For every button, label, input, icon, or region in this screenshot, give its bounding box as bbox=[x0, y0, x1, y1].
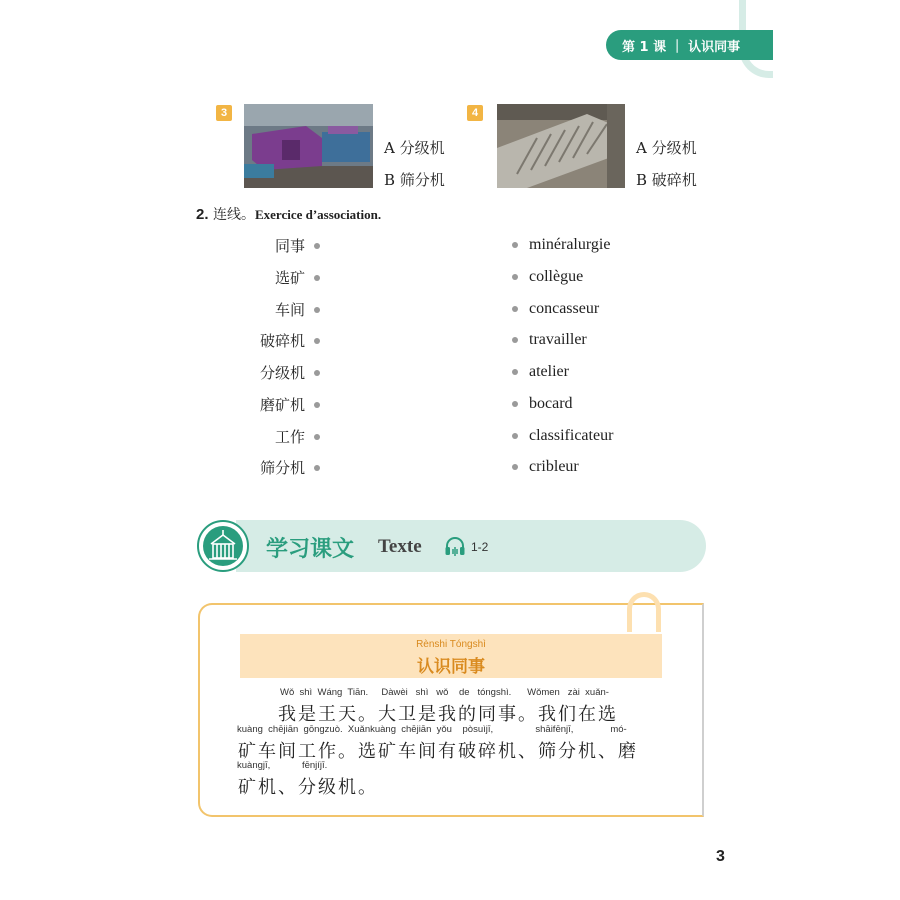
match-right-label: atelier bbox=[529, 363, 569, 380]
text-line: 矿机、分级机。 bbox=[238, 777, 378, 798]
match-dot[interactable] bbox=[512, 242, 518, 248]
match-left-label: 同事 bbox=[274, 237, 305, 255]
pinyin-line: kuàng chējiān gōngzuò. Xuǎnkuàng chējiān yǒu pòsuìjī, shāifēnjī, mó- bbox=[237, 724, 627, 735]
match-right-label: cribleur bbox=[529, 458, 579, 475]
match-left-label: 筛分机 bbox=[259, 459, 305, 477]
match-dot[interactable] bbox=[512, 369, 518, 375]
lesson-header-tab bbox=[606, 30, 773, 60]
match-right-label: bocard bbox=[529, 395, 573, 412]
match-right-label: collègue bbox=[529, 268, 584, 285]
match-dot[interactable] bbox=[512, 401, 518, 407]
match-left-item[interactable] bbox=[260, 457, 320, 478]
pinyin-line: Wǒ shì Wáng Tiān. Dàwèi shì wǒ de tóngshì. Wǒmen zài xuǎn- bbox=[280, 687, 609, 698]
match-dot[interactable] bbox=[314, 465, 320, 471]
text-title-bar bbox=[240, 634, 662, 678]
text-title-pinyin: Rènshi Tóngshì bbox=[416, 639, 486, 650]
audio-track-number[interactable]: 1-2 bbox=[471, 540, 489, 554]
match-left-item[interactable] bbox=[275, 267, 320, 288]
pinyin-line: kuàngjī, fēnjíjī. bbox=[237, 760, 328, 771]
match-right-item[interactable] bbox=[512, 331, 587, 349]
match-dot[interactable] bbox=[314, 338, 320, 344]
picture-number-badge: 3 bbox=[216, 105, 232, 121]
match-right-item[interactable] bbox=[512, 236, 610, 254]
match-dot[interactable] bbox=[512, 274, 518, 280]
match-left-label: 选矿 bbox=[274, 269, 305, 287]
match-left-label: 车间 bbox=[274, 301, 305, 319]
match-dot[interactable] bbox=[512, 433, 518, 439]
match-right-label: concasseur bbox=[529, 300, 600, 317]
section-title-zh: 学习课文 bbox=[266, 537, 355, 562]
match-dot[interactable] bbox=[512, 306, 518, 312]
match-dot[interactable] bbox=[314, 307, 320, 313]
headphones-icon[interactable] bbox=[443, 534, 467, 562]
match-right-item[interactable] bbox=[512, 427, 613, 445]
match-right-item[interactable] bbox=[512, 268, 583, 286]
match-left-item[interactable] bbox=[275, 235, 320, 256]
classifier-machine-photo bbox=[497, 104, 625, 188]
text-box-decoration bbox=[627, 592, 661, 632]
text-title-zh: 认识同事 bbox=[417, 657, 485, 677]
page-number: 3 bbox=[716, 848, 725, 865]
exercise-number: 2. bbox=[196, 206, 209, 223]
exercise-title-fr: Exercice d’association. bbox=[254, 207, 382, 222]
match-right-item[interactable] bbox=[512, 395, 573, 413]
match-right-label: classificateur bbox=[529, 427, 614, 444]
text-line: 我是王天。大卫是我的同事。我们在选 bbox=[278, 704, 618, 725]
match-right-item[interactable] bbox=[512, 300, 599, 318]
match-right-label: minéralurgie bbox=[529, 236, 611, 253]
match-dot[interactable] bbox=[314, 243, 320, 249]
exercise-title bbox=[196, 204, 381, 224]
match-left-item[interactable] bbox=[260, 394, 320, 415]
match-left-label: 分级机 bbox=[259, 364, 305, 382]
match-left-item[interactable] bbox=[275, 426, 320, 447]
match-left-item[interactable] bbox=[275, 299, 320, 320]
exercise-title-zh: 连线。 bbox=[212, 207, 255, 223]
match-dot[interactable] bbox=[512, 464, 518, 470]
match-right-item[interactable] bbox=[512, 363, 569, 381]
match-dot[interactable] bbox=[314, 275, 320, 281]
mining-building-icon bbox=[197, 520, 249, 572]
match-right-item[interactable] bbox=[512, 458, 579, 476]
picture-4-option-a: A 分级机 bbox=[636, 139, 697, 157]
match-dot[interactable] bbox=[314, 370, 320, 376]
picture-3-option-a: A 分级机 bbox=[384, 139, 445, 157]
match-left-item[interactable] bbox=[260, 330, 320, 351]
text-line: 矿车间工作。选矿车间有破碎机、筛分机、磨 bbox=[238, 741, 638, 762]
picture-number-badge: 4 bbox=[467, 105, 483, 121]
picture-4-option-b: B 破碎机 bbox=[636, 171, 697, 189]
picture-3-option-b: B 筛分机 bbox=[384, 171, 445, 189]
crusher-machine-photo bbox=[244, 104, 373, 188]
match-dot[interactable] bbox=[314, 434, 320, 440]
match-dot[interactable] bbox=[512, 337, 518, 343]
match-left-item[interactable] bbox=[260, 362, 320, 383]
match-dot[interactable] bbox=[314, 402, 320, 408]
section-title-fr: Texte bbox=[378, 536, 422, 557]
match-left-label: 磨矿机 bbox=[259, 396, 305, 414]
lesson-label: 第 1 课 ｜ 认识同事 bbox=[622, 39, 741, 55]
match-left-label: 破碎机 bbox=[259, 332, 305, 350]
match-right-label: travailler bbox=[529, 331, 587, 348]
match-left-label: 工作 bbox=[274, 428, 305, 446]
